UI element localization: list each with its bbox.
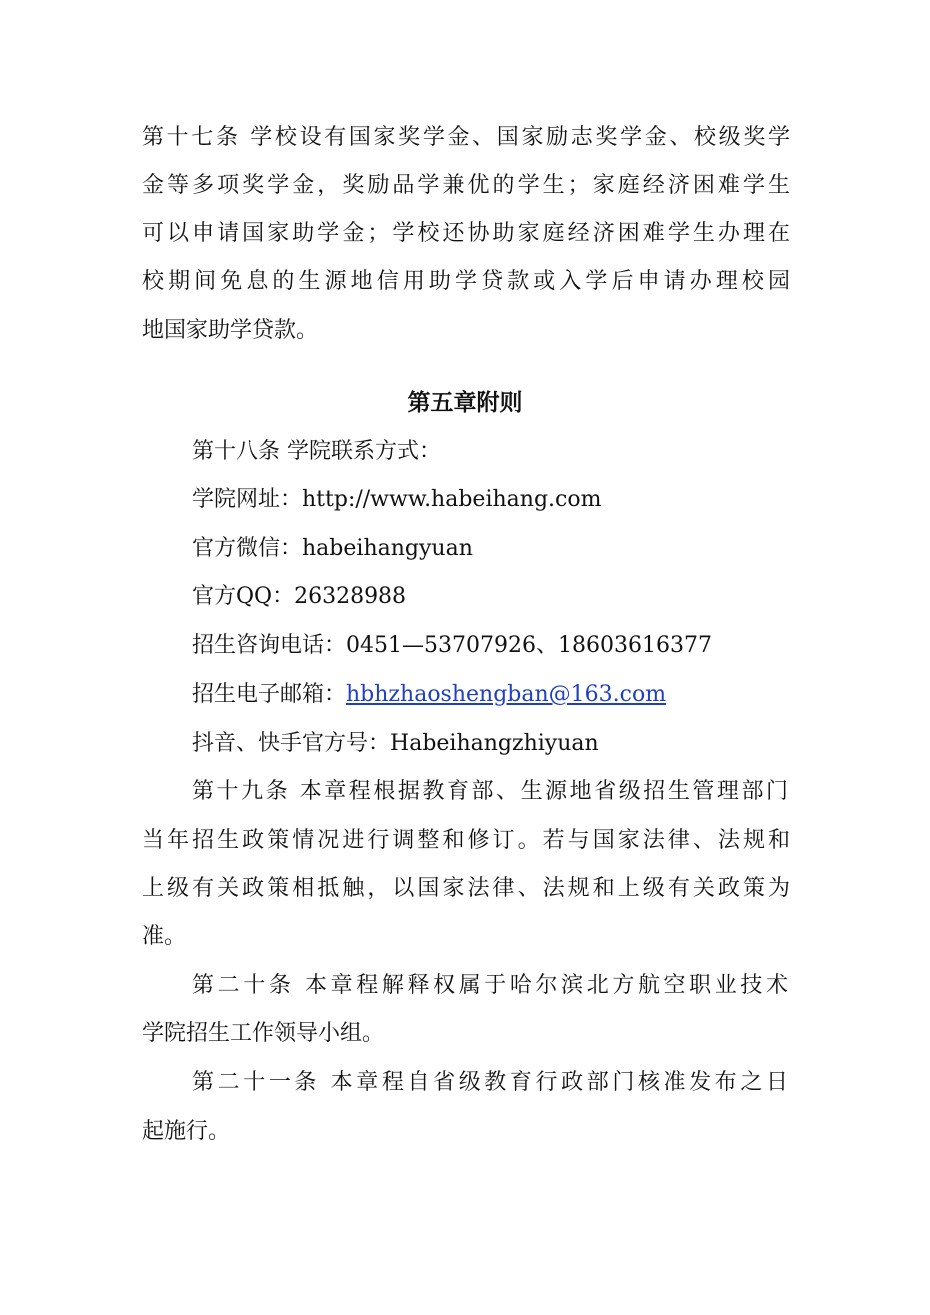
email-link[interactable]: hbhzhaoshengban@163.com	[346, 682, 667, 707]
email-row	[192, 680, 666, 710]
douyin-label: 抖音、快手官方号：	[192, 731, 391, 756]
article-17-line-4: 校期间免息的生源地信用助学贷款或入学后申请办理校园	[142, 269, 790, 294]
douyin-value: Habeihangzhiyuan	[390, 731, 599, 756]
wechat-label: 官方微信：	[192, 536, 303, 561]
phone-value: 0451—53707926、18603616377	[346, 633, 712, 658]
article-17-line-3: 可以申请国家助学金；学校还协助家庭经济困难学生办理在	[142, 221, 790, 246]
qq-label: 官方QQ：	[192, 584, 295, 609]
qq-value: 26328988	[294, 584, 407, 609]
article-20-line-1: 第二十条 本章程解释权属于哈尔滨北方航空职业技术	[192, 973, 788, 998]
phone-row	[192, 631, 712, 661]
email-label: 招生电子邮箱：	[192, 682, 347, 707]
website-value: http://www.habeihang.com	[302, 487, 602, 512]
article-21-line-1: 第二十一条 本章程自省级教育行政部门核准发布之日	[192, 1070, 788, 1095]
article-18-title: 第十八条 学院联系方式：	[192, 439, 441, 464]
website-row	[192, 485, 601, 515]
phone-label: 招生咨询电话：	[192, 633, 347, 658]
article-21-line-2: 起施行。	[142, 1119, 231, 1144]
article-17-line-1: 第十七条 学校设有国家奖学金、国家励志奖学金、校级奖学	[142, 125, 790, 150]
qq-row	[192, 582, 406, 612]
article-17-line-2: 金等多项奖学金，奖励品学兼优的学生；家庭经济困难学生	[142, 173, 790, 198]
wechat-row	[192, 534, 473, 564]
article-19-line-2: 当年招生政策情况进行调整和修订。若与国家法律、法规和	[142, 828, 790, 853]
article-17-line-5: 地国家助学贷款。	[142, 318, 319, 343]
chapter-heading: 第五章附则	[407, 389, 523, 416]
website-label: 学院网址：	[192, 487, 303, 512]
article-19-line-3: 上级有关政策相抵触，以国家法律、法规和上级有关政策为	[142, 876, 790, 901]
douyin-row	[192, 729, 599, 759]
wechat-value: habeihangyuan	[302, 536, 473, 561]
article-19-line-1: 第十九条 本章程根据教育部、生源地省级招生管理部门	[192, 779, 788, 804]
article-19-line-4: 准。	[142, 924, 187, 949]
article-20-line-2: 学院招生工作领导小组。	[142, 1021, 385, 1046]
